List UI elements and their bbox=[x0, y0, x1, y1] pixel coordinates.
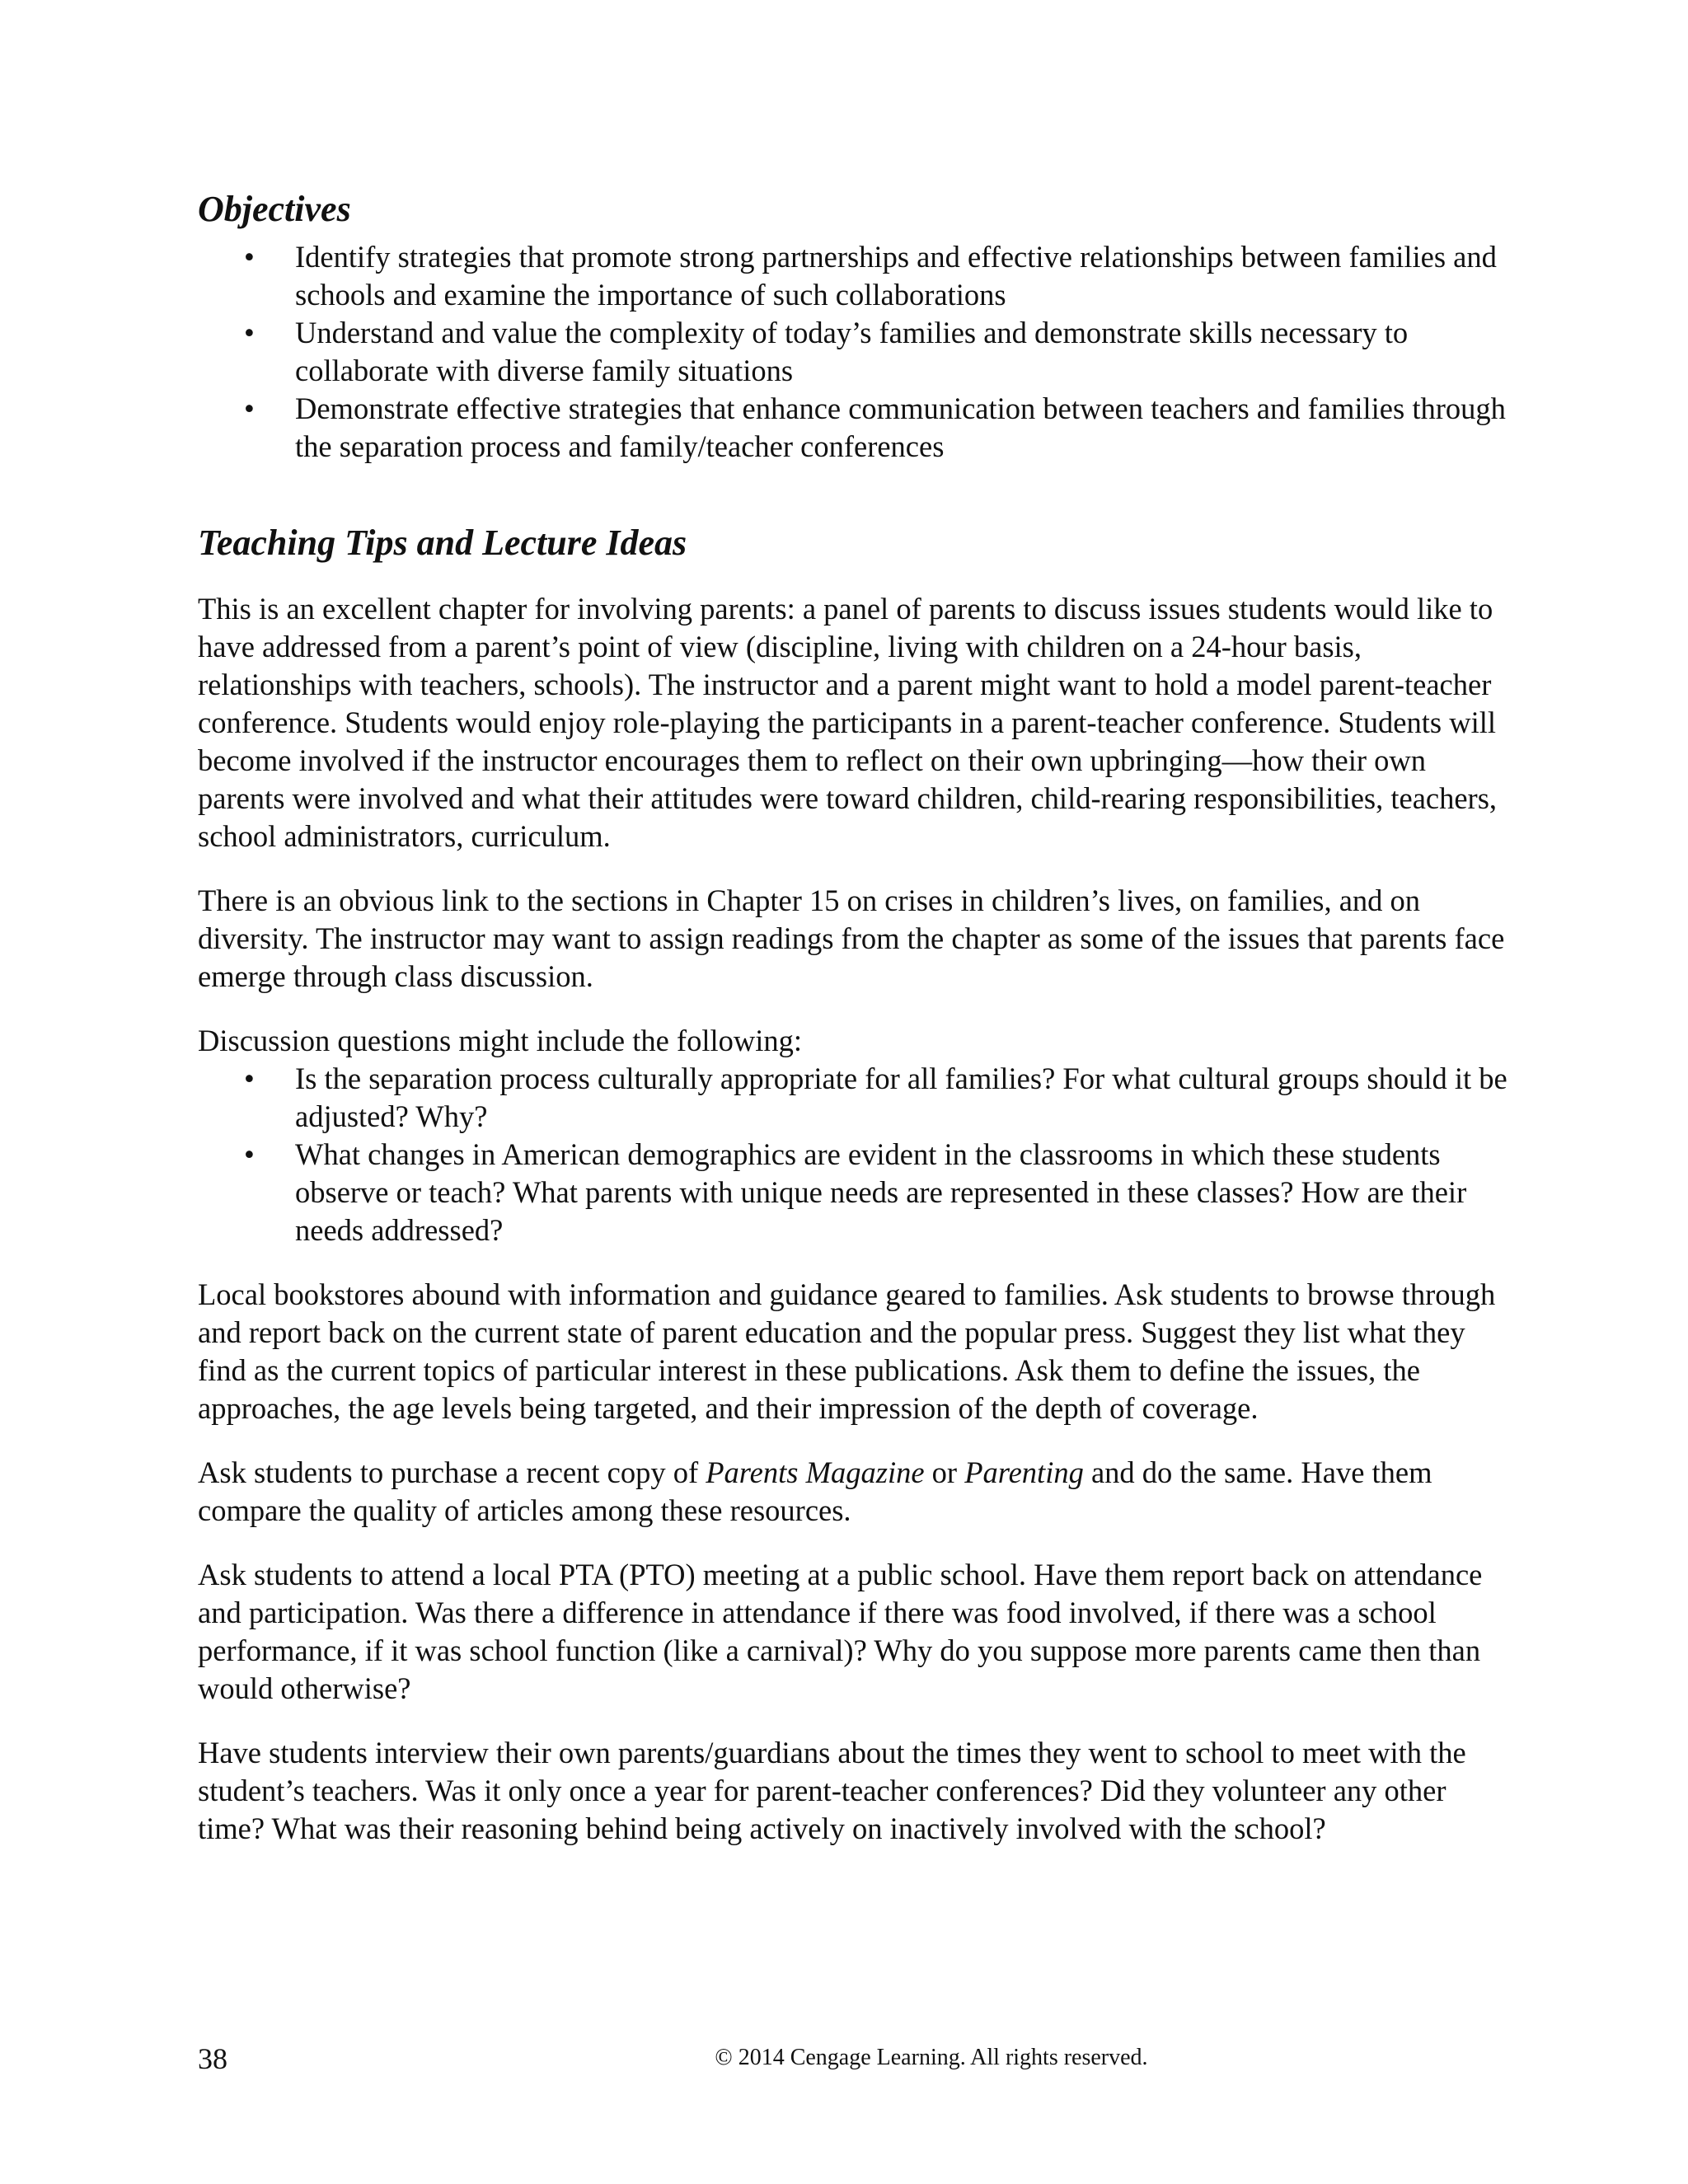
paragraph-magazines bbox=[198, 1454, 1517, 1530]
discussion-question bbox=[198, 1136, 1517, 1249]
magazines-text-part3: and do the same. Have them compare the quality of articles among these resources. bbox=[198, 1455, 1432, 1527]
objective-text: Demonstrate effective strategies that enhance communication between teachers and families through the separation process and family/teacher conferences bbox=[295, 391, 1506, 463]
discussion-question-text: Is the separation process culturally appropriate for all families? For what cultural groups should it be adjusted? Why? bbox=[295, 1061, 1507, 1133]
bullet-icon: • bbox=[244, 391, 255, 425]
teaching-tips-heading: Teaching Tips and Lecture Ideas bbox=[198, 522, 687, 563]
paragraph-interview-parents: Have students interview their own parents/guardians about the times they went to school to meet with the student’s teachers. Was it only once a year for parent-teacher conferences? Did they volunteer any other time? What was their reasoning behind being actively on inactively involved with the school? bbox=[198, 1735, 1466, 1845]
magazine-title-parenting: Parenting bbox=[964, 1455, 1084, 1489]
objective-text: Understand and value the complexity of today’s families and demonstrate skills necessary to collaborate with diverse family situations bbox=[295, 315, 1409, 387]
objective-item bbox=[198, 314, 1517, 390]
bullet-icon: • bbox=[244, 1137, 255, 1171]
discussion-question-text: What changes in American demographics are evident in the classrooms in which these students observe or teach? What parents with unique needs are represented in these classes? How are their needs addressed? bbox=[295, 1137, 1467, 1247]
paragraph-involving-parents: This is an excellent chapter for involving parents: a panel of parents to discuss issues students would like to have addressed from a parent’s point of view (discipline, living with children on a 24-hour basis, relationships with teachers, schools). The instructor and a parent might want to hold a model parent-teacher conference. Students would enjoy role-playing the participants in a parent-teacher conference. Students will become involved if the instructor encourages them to reflect on their own upbringing—how their own parents were involved and what their attitudes were toward children, child-rearing responsibilities, teachers, school administrators, curriculum. bbox=[198, 591, 1498, 853]
paragraph-bookstores: Local bookstores abound with information and guidance geared to families. Ask students to browse through and report back on the current state of parent education and the popular press. Suggest they list what they find as the current topics of particular interest in these publications. Ask them to define the issues, the approaches, the age levels being targeted, and their impression of the depth of coverage. bbox=[198, 1277, 1496, 1425]
magazines-text-part1: Ask students to purchase a recent copy of bbox=[198, 1455, 706, 1489]
paragraph-pta-meeting: Ask students to attend a local PTA (PTO) meeting at a public school. Have them report back on attendance and participation. Was there a difference in attendance if there was food involved, if there was a school performance, if it was school function (like a carnival)? Why do you suppose more parents came then than would otherwise? bbox=[198, 1557, 1483, 1705]
bullet-icon: • bbox=[244, 315, 255, 349]
magazines-text-part2: or bbox=[924, 1455, 965, 1489]
paragraph-chapter-link: There is an obvious link to the sections in Chapter 15 on crises in children’s lives, on families, and on diversity. The instructor may want to assign readings from the chapter as some of the issues that parents face emerge through class discussion. bbox=[198, 883, 1505, 993]
bullet-icon: • bbox=[244, 239, 255, 274]
discussion-questions-list bbox=[198, 1060, 1517, 1249]
discussion-question bbox=[198, 1060, 1517, 1136]
page-footer bbox=[198, 2040, 1517, 2081]
magazine-title-parents-magazine: Parents Magazine bbox=[706, 1455, 925, 1489]
copyright-notice: © 2014 Cengage Learning. All rights reserved. bbox=[715, 2045, 1148, 2070]
bullet-icon: • bbox=[244, 1061, 255, 1095]
document-page bbox=[198, 188, 1517, 1874]
objective-text: Identify strategies that promote strong partnerships and effective relationships between families and schools and examine the importance of such collaborations bbox=[295, 239, 1497, 312]
objectives-heading: Objectives bbox=[198, 189, 351, 229]
discussion-intro: Discussion questions might include the following: bbox=[198, 1023, 802, 1057]
objective-item bbox=[198, 238, 1517, 314]
objectives-list bbox=[198, 238, 1517, 466]
objective-item bbox=[198, 390, 1517, 466]
page-number: 38 bbox=[198, 2042, 227, 2075]
